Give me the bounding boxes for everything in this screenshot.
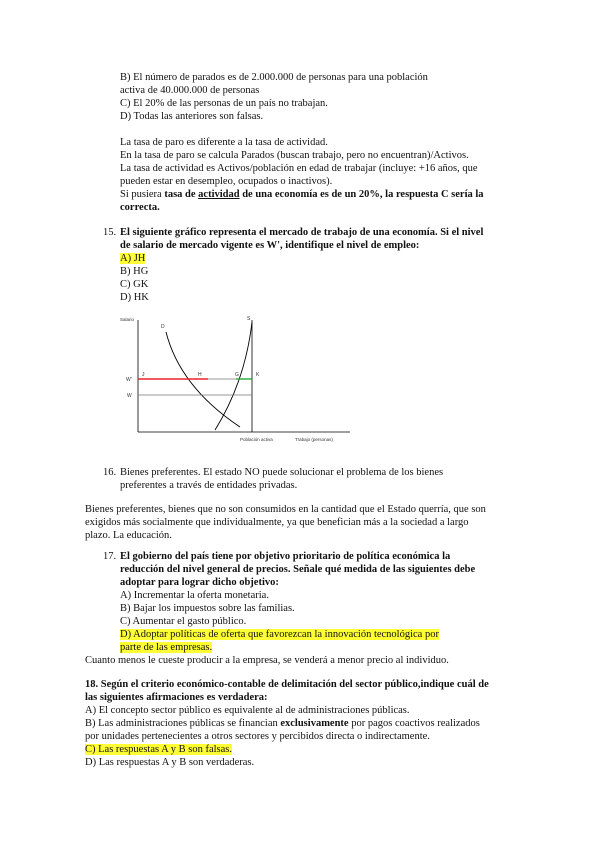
q17-option-d-highlight-1: D) Adoptar políticas de oferta que favorezcan la innovación tecnológica por bbox=[120, 629, 439, 640]
q15-option-b: B) HG bbox=[120, 266, 149, 277]
q18-option-b-line-1 bbox=[85, 717, 480, 730]
wage-label-w: W bbox=[127, 393, 132, 399]
point-label-k: K bbox=[256, 372, 260, 378]
note-line-5 bbox=[120, 188, 484, 201]
supply-curve bbox=[215, 322, 252, 430]
q17-note: Cuanto menos le cueste producir a la empresa, se venderá a menor precio al individuo. bbox=[85, 655, 449, 666]
option-b-line-2: activa de 40.000.000 de personas bbox=[120, 85, 260, 96]
q18-option-c bbox=[85, 743, 232, 756]
q17-line-2: reducción del nivel general de precios. Señale qué medida de las siguientes debe bbox=[120, 564, 476, 575]
q16-explanation-2: exigidos más socialmente que individualmente, ya que benefician más a la sociedad a largo bbox=[85, 517, 469, 528]
q16-line-2: preferentes a través de entidades privadas. bbox=[120, 480, 298, 491]
q17-option-c: C) Aumentar el gasto público. bbox=[120, 616, 247, 627]
q15-number: 15. bbox=[103, 227, 117, 238]
point-label-h: H bbox=[198, 372, 202, 378]
q18-line-1: 18. Según el criterio económico-contable de delimitación del sector público,indique cuál de bbox=[85, 679, 489, 690]
q17-line-3: adoptar para lograr dicho objetivo: bbox=[120, 577, 279, 588]
q15-option-a bbox=[120, 252, 145, 265]
curve-label-d: D bbox=[161, 324, 165, 330]
q15-option-d: D) HK bbox=[120, 292, 149, 303]
q17-option-d-line-1 bbox=[120, 628, 439, 641]
q18-option-a: A) El concepto sector público es equivalente al de administraciones públicas. bbox=[85, 705, 410, 716]
q18-option-b-line-2: por unidades pertenecientes a otros sectores y percibidos directa o indirectamente. bbox=[85, 731, 430, 742]
q16-explanation-1: Bienes preferentes, bienes que no son consumidos en la cantidad que el Estado querría, que son bbox=[85, 504, 486, 515]
q18-option-d: D) Las respuestas A y B son verdaderas. bbox=[85, 757, 255, 768]
note-5-text: Si pusiera bbox=[120, 189, 165, 200]
q17-option-d-highlight-2: parte de las empresas. bbox=[120, 642, 213, 653]
q17-option-d-line-2 bbox=[120, 641, 212, 654]
q18-b-text-end: por pagos coactivos realizados bbox=[348, 718, 480, 729]
note-line-1: La tasa de paro es diferente a la tasa de actividad. bbox=[120, 137, 328, 148]
option-b-line-1: B) El número de parados es de 2.000.000 de personas para una población bbox=[120, 72, 428, 83]
note-line-2: En la tasa de paro se calcula Parados (buscan trabajo, pero no encuentran)/Activos. bbox=[120, 150, 469, 161]
q17-line-1: El gobierno del país tiene por objetivo prioritario de política económica la bbox=[120, 551, 451, 562]
note-line-3: La tasa de actividad es Activos/población en edad de trabajar (incluye: +16 años, que bbox=[120, 163, 478, 174]
q15-line-1: El siguiente gráfico representa el mercado de trabajo de una economía. Si el nivel bbox=[120, 227, 484, 238]
note-5-underlined: actividad bbox=[198, 189, 240, 200]
q15-line-2: de salario de mercado vigente es W', identifique el nivel de empleo: bbox=[120, 240, 420, 251]
note-5-bold-end: de una economía es de un 20%, la respuesta C sería la bbox=[239, 189, 484, 200]
q16-line-1: Bienes preferentes. El estado NO puede solucionar el problema de los bienes bbox=[120, 467, 444, 478]
q18-b-bold: exclusivamente bbox=[280, 718, 349, 729]
q18-line-2: las siguientes afirmaciones es verdadera: bbox=[85, 692, 268, 703]
q18-option-c-highlight: C) Las respuestas A y B son falsas. bbox=[85, 744, 232, 755]
q17-option-b: B) Bajar los impuestos sobre las familias. bbox=[120, 603, 295, 614]
x-annotation-label: Población activa bbox=[240, 437, 273, 442]
q15-option-a-highlight: A) JH bbox=[120, 253, 146, 264]
curve-label-s: S bbox=[247, 316, 251, 322]
labor-market-chart bbox=[110, 312, 360, 452]
q17-option-a: A) Incrementar la oferta monetaria. bbox=[120, 590, 269, 601]
option-d: D) Todas las anteriores son falsas. bbox=[120, 111, 264, 122]
q15-option-c: C) GK bbox=[120, 279, 149, 290]
option-c: C) El 20% de las personas de un país no trabajan. bbox=[120, 98, 328, 109]
q18-b-text: B) Las administraciones públicas se financian bbox=[85, 718, 281, 729]
point-label-g: G bbox=[235, 372, 239, 378]
y-axis-label: Salario bbox=[120, 317, 135, 322]
wage-label-w-prime: W' bbox=[126, 377, 132, 383]
note-line-6: correcta. bbox=[120, 202, 160, 213]
point-label-j: J bbox=[142, 372, 145, 378]
x-axis-label: Trabajo (personas) bbox=[295, 437, 333, 442]
q17-number: 17. bbox=[103, 551, 117, 562]
note-line-4: pueden estar en desempleo, ocupados o inactivos). bbox=[120, 176, 333, 187]
q16-number: 16. bbox=[103, 467, 117, 478]
note-5-bold: tasa de bbox=[164, 189, 199, 200]
q16-explanation-3: plazo. La educación. bbox=[85, 530, 172, 541]
